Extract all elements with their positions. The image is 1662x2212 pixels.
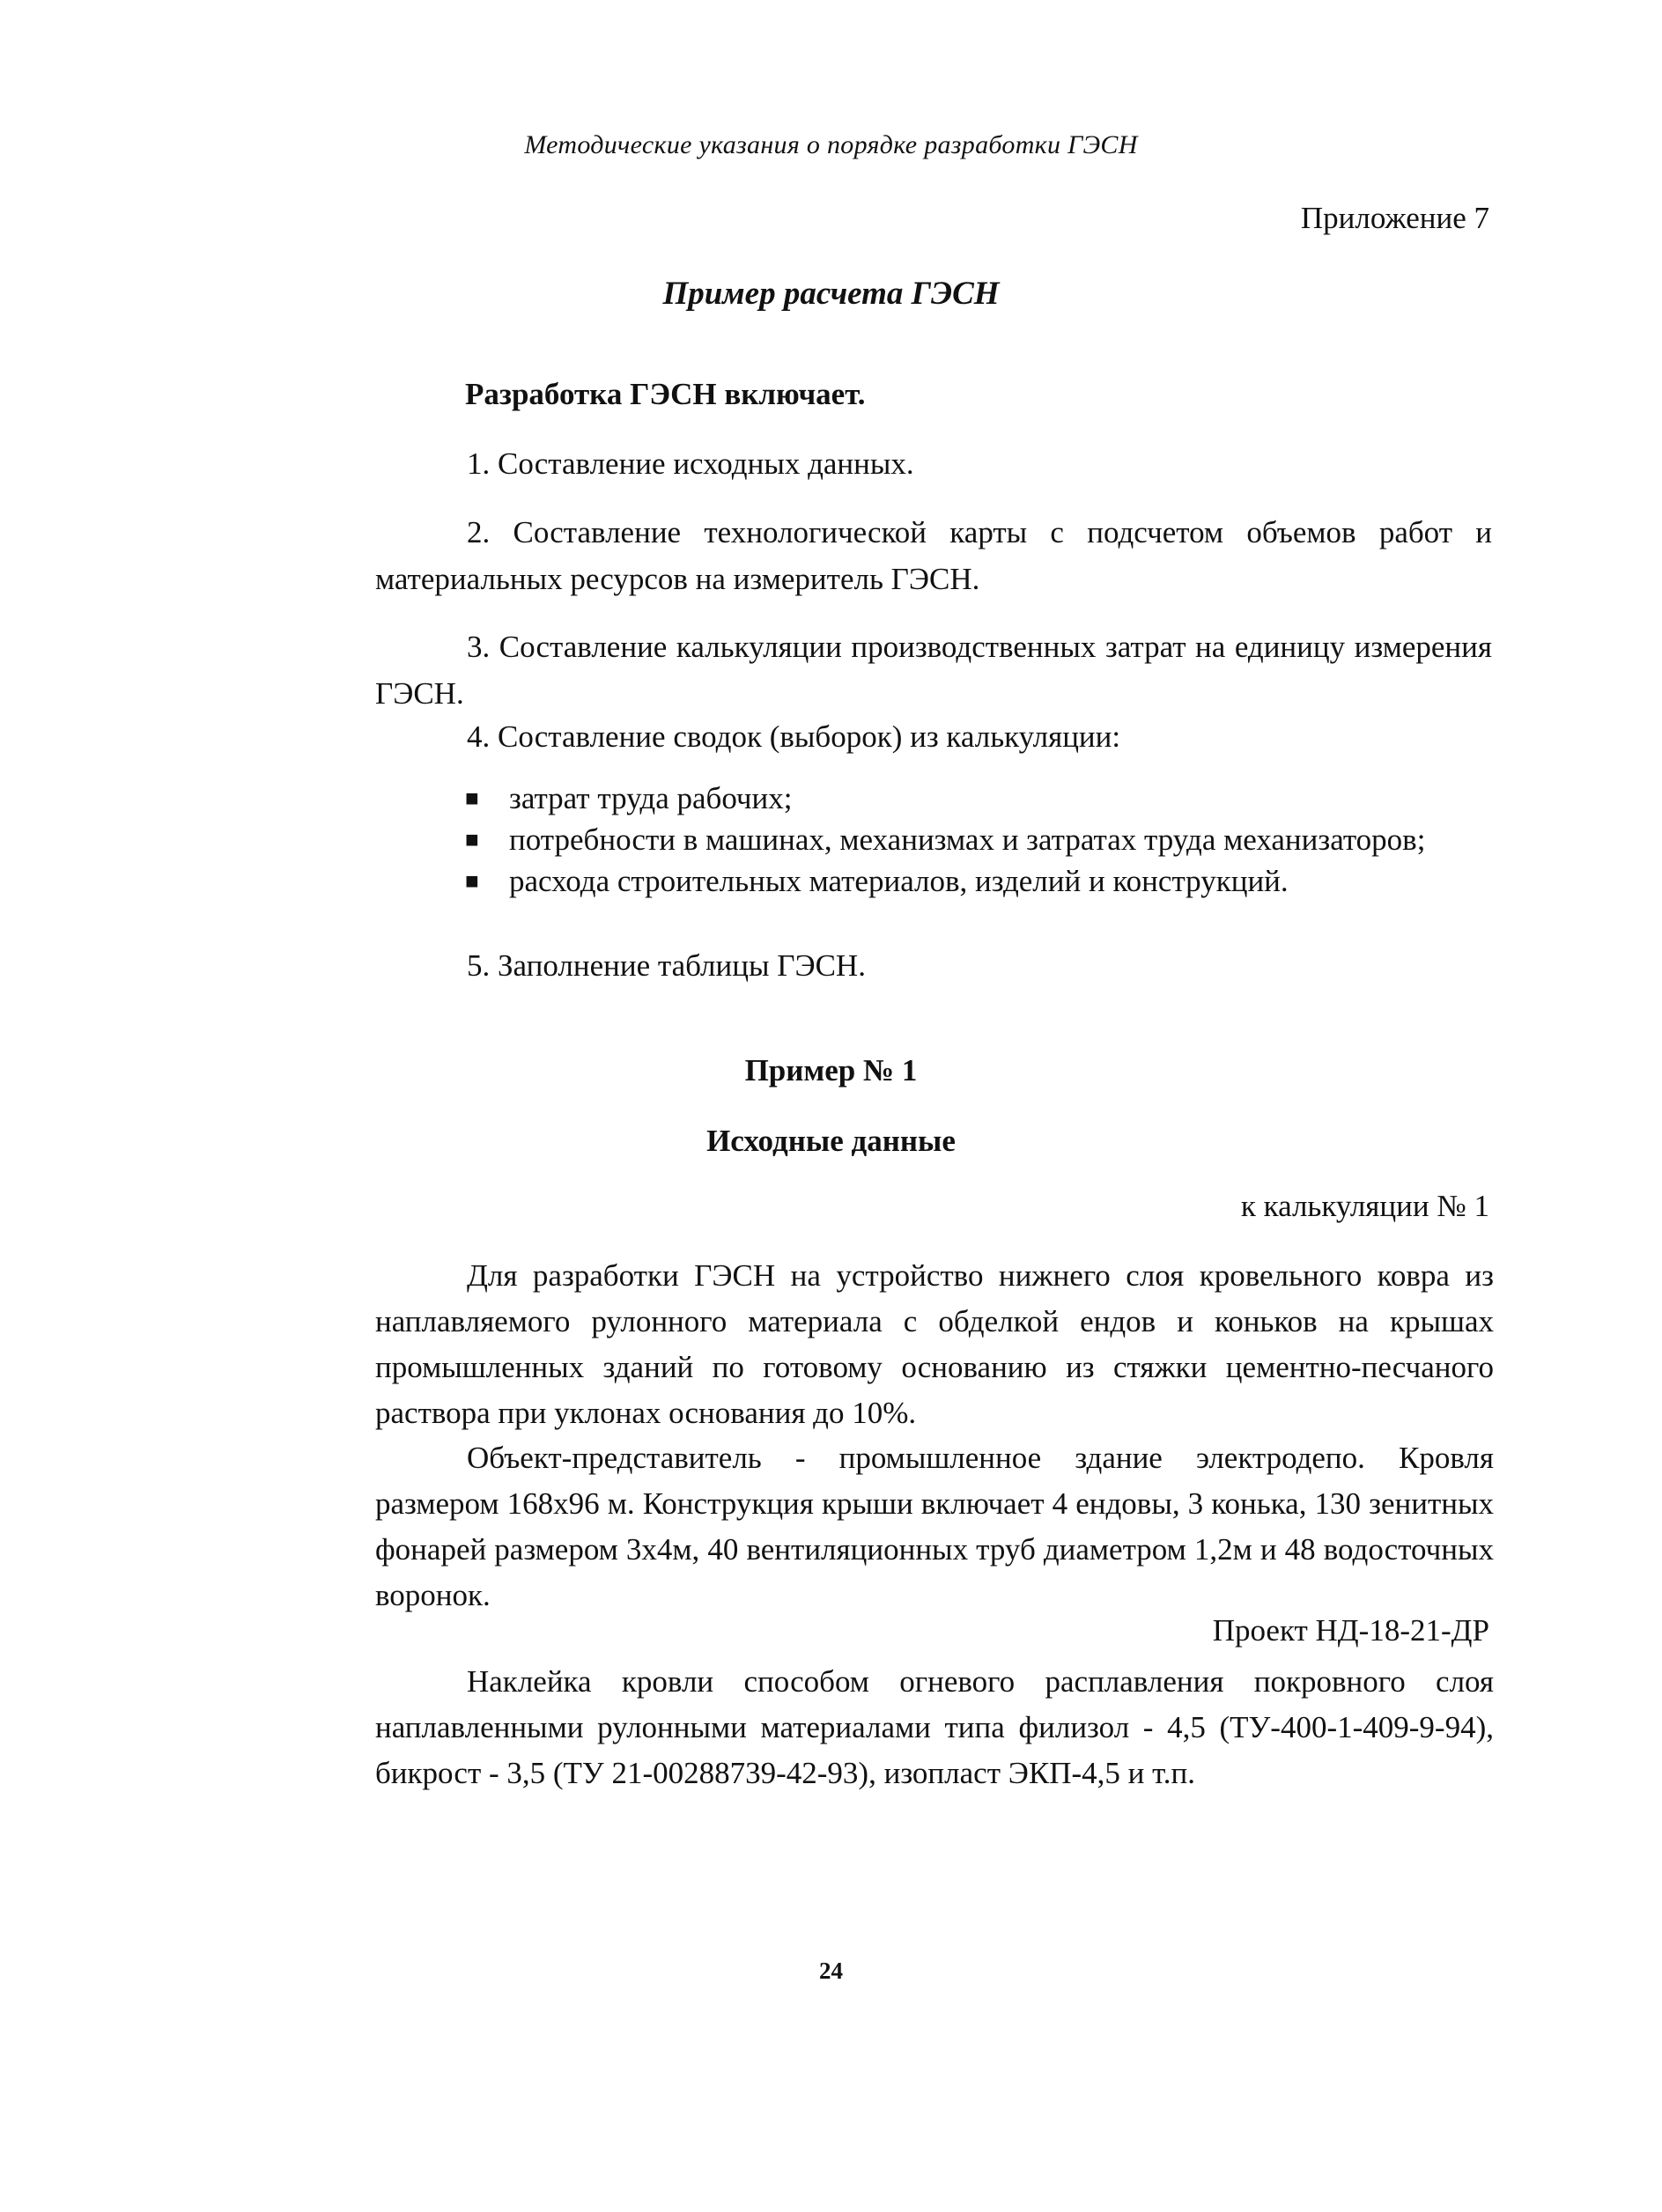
step-5-text: 5. Заполнение таблицы ГЭСН.	[467, 948, 866, 983]
square-bullet-icon: ■	[465, 868, 479, 894]
example-heading: Пример № 1	[744, 1053, 918, 1088]
step-1	[375, 440, 1492, 487]
calculation-summary-list	[463, 779, 1494, 903]
step-5	[375, 942, 1492, 989]
step-2	[375, 509, 1492, 602]
square-bullet-icon: ■	[465, 785, 479, 811]
step-4	[375, 713, 1492, 760]
document-title: Пример расчета ГЭСН	[662, 276, 1000, 312]
step-3-text: 3. Составление калькуляции производственных затрат на единицу измерения ГЭСН.	[375, 630, 1492, 711]
step-3	[375, 623, 1492, 717]
step-2-text: 2. Составление технологической карты с подсчетом объемов работ и материальных ресурсов на измеритель ГЭСН.	[375, 515, 1492, 596]
calculation-reference: к калькуляции № 1	[1240, 1189, 1489, 1223]
source-data-heading: Исходные данные	[706, 1124, 956, 1158]
step-1-text: 1. Составление исходных данных.	[467, 446, 914, 481]
paragraph-roofing: Наклейка кровли способом огневого расплавления покровного слоя наплавленными рулонными материалами типа филизол - 4,5 (ТУ-400-1-409-9-94), бикрост - 3,5 (ТУ 21-00288739-42-93), изопласт ЭКП-4,5 и т.п.	[375, 1664, 1494, 1790]
list-item	[463, 779, 1494, 818]
step-4-text: 4. Составление сводок (выборок) из калькуляции:	[467, 719, 1121, 754]
list-item-text: расхода строительных материалов, изделий и конструкций.	[509, 864, 1289, 898]
paragraph-object: Объект-представитель - промышленное здание электродепо. Кровля размером 168х96 м. Конструкция крыши включает 4 ендовы, 3 конька, 130 зенитных фонарей размером 3х4м, 40 вентиляционных труб диаметром 1,2м и 48 водосточных воронок.	[375, 1441, 1494, 1612]
square-bullet-icon: ■	[465, 827, 479, 852]
paragraph-purpose: Для разработки ГЭСН на устройство нижнего слоя кровельного ковра из наплавляемого рулонного материала с обделкой ендов и коньков на крышах промышленных зданий по готовому основанию из стяжки цементно-песчаного раствора при уклонах основания до 10%.	[375, 1258, 1494, 1430]
list-item-text: потребности в машинах, механизмах и затратах труда механизаторов;	[509, 822, 1426, 857]
list-item-text: затрат труда рабочих;	[509, 781, 793, 815]
project-reference: Проект НД-18-21-ДР	[1212, 1613, 1489, 1648]
appendix-label: Приложение 7	[1300, 201, 1489, 235]
section-intro: Разработка ГЭСН включает.	[465, 377, 866, 411]
list-item	[463, 862, 1494, 901]
running-header: Методические указания о порядке разработки ГЭСН	[524, 130, 1138, 159]
page-number: 24	[819, 1958, 843, 1984]
list-item	[463, 821, 1494, 859]
